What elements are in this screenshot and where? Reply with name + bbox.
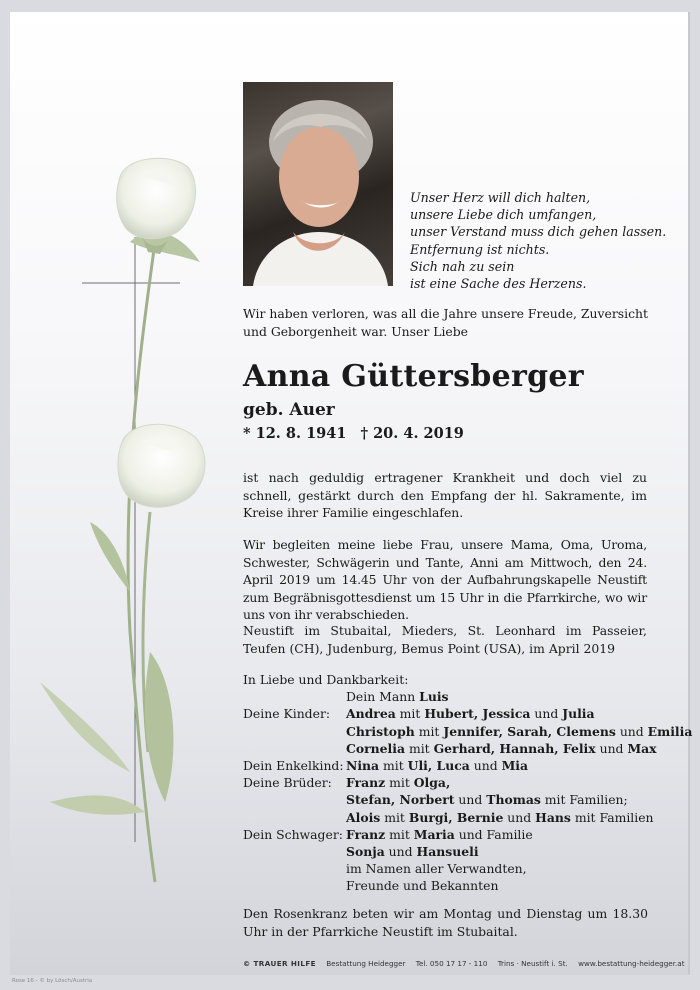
family-row xyxy=(243,860,673,877)
family-row-members xyxy=(346,809,654,826)
family-connector: und xyxy=(595,740,628,756)
family-row-members xyxy=(346,826,533,843)
family-row-label xyxy=(243,877,346,894)
family-row-label xyxy=(243,723,346,740)
family-member-name: Nina xyxy=(346,758,380,774)
family-row-members xyxy=(346,774,450,791)
family-member-name: Franz xyxy=(346,826,386,842)
family-connector: mit xyxy=(385,826,414,842)
family-connector: mit xyxy=(385,775,414,791)
family-row xyxy=(243,877,673,894)
rose-bottom xyxy=(118,424,205,507)
family-row-label: Deine Brüder: xyxy=(243,775,332,791)
footer-url[interactable]: www.bestattung-heidegger.at xyxy=(578,959,685,968)
poem-line: unser Verstand muss dich gehen lassen. xyxy=(410,224,667,240)
family-connector: und xyxy=(384,844,417,860)
family-row xyxy=(243,774,673,791)
family-member-name: Julia xyxy=(562,706,595,722)
deceased-name: Anna Güttersberger xyxy=(243,359,584,394)
poem-line: Entfernung ist nichts. xyxy=(410,241,550,257)
family-member-name: Thomas xyxy=(486,792,541,808)
family-connector: und xyxy=(530,706,563,722)
family-connector: mit xyxy=(379,758,408,774)
family-connector: mit Familien xyxy=(570,809,654,825)
family-member-name: Hubert, Jessica xyxy=(424,706,531,722)
family-member-name: Max xyxy=(627,740,657,756)
family-connector: mit xyxy=(405,740,434,756)
family-member-name: Cornelia xyxy=(346,740,405,756)
family-row-label xyxy=(243,688,346,705)
family-member-name: Emilia xyxy=(647,723,693,739)
family-connector: und Familie xyxy=(454,826,533,842)
family-connector: mit xyxy=(380,809,409,825)
family-row-label xyxy=(243,860,346,877)
places-text: Neustift im Stubaital, Mieders, St. Leonhard im Passeier, Teufen (CH), Judenburg, Bemus Point (USA), im April 2019 xyxy=(243,623,647,656)
birth-name: geb. Auer xyxy=(243,400,335,420)
poem-line: unsere Liebe dich umfangen, xyxy=(410,207,597,223)
family-row-members xyxy=(346,705,595,722)
family-row-members xyxy=(346,688,449,705)
family-row-members xyxy=(346,843,479,860)
family-connector: Freunde und Bekannten xyxy=(346,878,499,894)
family-connector: Dein Mann xyxy=(346,689,420,705)
family-row-members xyxy=(346,791,628,808)
family-row xyxy=(243,740,673,757)
family-list xyxy=(243,671,693,895)
footer-phone: Tel. 050 17 17 - 110 xyxy=(415,959,488,968)
family-row xyxy=(243,826,673,843)
funeral-text: Wir begleiten meine liebe Frau, unsere Mama, Oma, Uroma, Schwester, Schwägerin und Tante, Anni am Mittwoch, den 24. April 2019 um 14.45 Uhr von der Aufbahrungskapelle Neustift zum Begräbnisgottesdienst um 15 Uhr in die Pfarrkirche, wo wir uns von ihr verabschieden. xyxy=(243,537,647,623)
family-member-name: Olga, xyxy=(413,775,451,791)
life-dates xyxy=(243,425,478,442)
family-member-name: Gerhard, Hannah, Felix xyxy=(433,740,596,756)
family-row-members xyxy=(346,757,528,774)
birth-date: * 12. 8. 1941 xyxy=(243,425,347,442)
family-row-label xyxy=(243,791,346,808)
obituary-card xyxy=(10,12,693,975)
family-member-name: Jennifer, Sarah, Clemens xyxy=(443,723,616,739)
poem-line: Unser Herz will dich halten, xyxy=(410,190,591,205)
family-row-label: Dein Schwager: xyxy=(243,826,343,842)
family-member-name: Sonja xyxy=(346,844,385,860)
family-connector: und xyxy=(615,723,648,739)
rosary-text: Den Rosenkranz beten wir am Montag und Dienstag um 18.30 Uhr in der Pfarrkiche Neustift im Stubaital. xyxy=(243,906,648,939)
family-row-members xyxy=(346,723,692,740)
family-member-name: Hans xyxy=(535,809,571,825)
portrait-photo xyxy=(243,82,393,286)
trauerhilfe-logo: © TRAUER HILFE xyxy=(243,959,316,968)
family-member-name: Andrea xyxy=(346,706,396,722)
family-member-name: Luis xyxy=(419,689,449,705)
family-row-members xyxy=(346,860,527,877)
family-connector: mit Familien; xyxy=(540,792,628,808)
family-row xyxy=(243,809,673,826)
family-connector: mit xyxy=(414,723,444,739)
family-row-label xyxy=(243,740,346,757)
death-date: † 20. 4. 2019 xyxy=(360,425,464,442)
family-member-name: Maria xyxy=(413,826,455,842)
intro-text: Wir haben verloren, was all die Jahre unsere Freude, Zuversicht und Geborgenheit war. Unser Liebe xyxy=(243,306,648,339)
poem xyxy=(410,189,680,292)
family-row xyxy=(243,843,673,860)
family-row-label: Dein Enkelkind: xyxy=(243,758,344,774)
image-credit: Rose 16 - © by Lösch/Austria xyxy=(12,978,93,984)
footer-location: Trins · Neustift i. St. xyxy=(497,959,568,968)
family-heading: In Liebe und Dankbarkeit: xyxy=(243,672,409,687)
family-member-name: Mia xyxy=(501,758,529,774)
family-row xyxy=(243,688,673,705)
passing-text: ist nach geduldig ertragener Krankheit und doch viel zu schnell, gestärkt durch den Empfang der hl. Sakramente, im Kreise ihrer Familie eingeschlafen. xyxy=(243,470,647,521)
family-connector: und xyxy=(454,792,487,808)
family-connector: mit xyxy=(395,706,425,722)
family-row-members xyxy=(346,740,657,757)
family-member-name: Franz xyxy=(346,775,386,791)
family-rows xyxy=(243,688,693,894)
footer-company: Bestattung Heidegger xyxy=(326,959,406,968)
family-connector: und xyxy=(503,809,536,825)
family-row-label xyxy=(243,809,346,826)
family-member-name: Alois xyxy=(346,809,381,825)
family-member-name: Stefan, Norbert xyxy=(346,792,455,808)
family-row xyxy=(243,757,673,774)
poem-line: Sich nah zu sein xyxy=(410,258,515,274)
family-member-name: Uli, Luca xyxy=(407,758,470,774)
family-connector: und xyxy=(469,758,502,774)
family-row-label xyxy=(243,843,346,860)
family-row xyxy=(243,723,693,740)
family-member-name: Hansueli xyxy=(416,844,479,860)
family-row xyxy=(243,791,673,808)
family-member-name: Christoph xyxy=(346,723,415,739)
family-row-label: Deine Kinder: xyxy=(243,706,331,722)
family-row xyxy=(243,705,673,722)
footer xyxy=(243,959,685,968)
family-connector: im Namen aller Verwandten, xyxy=(346,861,527,877)
rose-cross-illustration xyxy=(30,152,240,912)
family-row-members xyxy=(346,877,498,894)
poem-line: ist eine Sache des Herzens. xyxy=(410,276,587,292)
family-member-name: Burgi, Bernie xyxy=(408,809,504,825)
